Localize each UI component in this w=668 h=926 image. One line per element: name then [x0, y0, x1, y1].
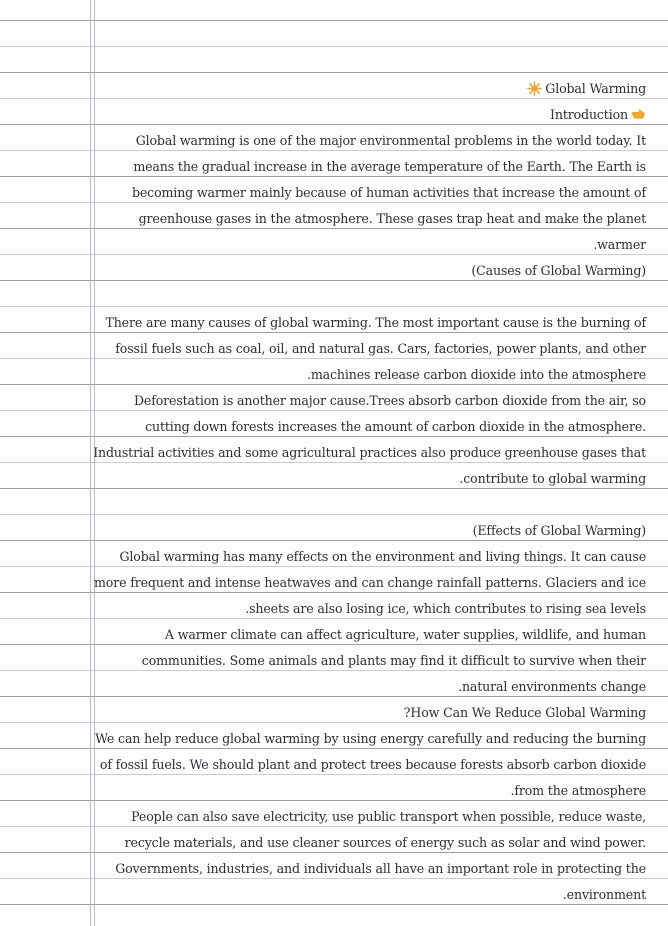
- text-line: more frequent and intense heatwaves and can change rainfall patterns. Glaciers and ice: [94, 575, 646, 590]
- text-line: (Causes of Global Warming): [471, 263, 646, 278]
- text-line: .warmer: [593, 237, 646, 252]
- text-line: becoming warmer mainly because of human activities that increase the amount of: [131, 185, 646, 200]
- text-line: .contribute to global warming: [459, 471, 646, 486]
- text-line: Global warming has many effects on the environment and living things. It can cause: [119, 549, 646, 564]
- ruled-line: [0, 306, 668, 307]
- text-line: .environment: [562, 887, 646, 902]
- page-title-line: [527, 76, 646, 102]
- text-line: .sheets are also losing ice, which contributes to rising sea levels: [245, 601, 646, 616]
- text-line: fossil fuels such as coal, oil, and natural gas. Cars, factories, power plants, and other: [115, 341, 646, 356]
- margin-line-left: [90, 0, 91, 926]
- sun-icon: [527, 81, 542, 96]
- text-line: People can also save electricity, use public transport when possible, reduce waste,: [131, 809, 646, 824]
- text-line: .machines release carbon dioxide into the atmosphere: [307, 367, 646, 382]
- ruled-line: [0, 46, 668, 47]
- text-line: (Effects of Global Warming): [472, 523, 646, 538]
- intro-heading-line: [550, 102, 646, 128]
- pointing-hand-icon: [631, 109, 646, 120]
- ruled-line: [0, 20, 668, 21]
- text-line: Governments, industries, and individuals all have an important role in protecting the: [115, 861, 646, 876]
- text-line: communities. Some animals and plants may find it difficult to survive when their: [141, 653, 646, 668]
- text-line: Industrial activities and some agricultural practices also produce greenhouse gases that: [93, 445, 646, 460]
- ruled-line: [0, 254, 668, 255]
- text-line: ?How Can We Reduce Global Warming: [403, 705, 646, 720]
- text-line: of fossil fuels. We should plant and protect trees because forests absorb carbon dioxide: [99, 757, 646, 772]
- text-line: .natural environments change: [458, 679, 646, 694]
- text-line: There are many causes of global warming. The most important cause is the burning of: [105, 315, 646, 330]
- ruled-line: [0, 514, 668, 515]
- text-line: greenhouse gases in the atmosphere. These gases trap heat and make the planet: [138, 211, 646, 226]
- text-line: recycle materials, and use cleaner sources of energy such as solar and wind power.: [124, 835, 646, 850]
- text-line: Deforestation is another major cause.Trees absorb carbon dioxide from the air, so: [133, 393, 646, 408]
- intro-heading: Introduction: [550, 107, 628, 122]
- text-line: cutting down forests increases the amount of carbon dioxide in the atmosphere.: [145, 419, 646, 434]
- text-line: Global warming is one of the major environmental problems in the world today. It: [135, 133, 646, 148]
- text-line: means the gradual increase in the average temperature of the Earth. The Earth is: [133, 159, 646, 174]
- ruled-line: [0, 72, 668, 73]
- text-line: .from the atmosphere: [510, 783, 646, 798]
- page-title: Global Warming: [545, 81, 646, 96]
- text-line: We can help reduce global warming by using energy carefully and reducing the burning: [95, 731, 646, 746]
- text-line: A warmer climate can affect agriculture, water supplies, wildlife, and human: [164, 627, 646, 642]
